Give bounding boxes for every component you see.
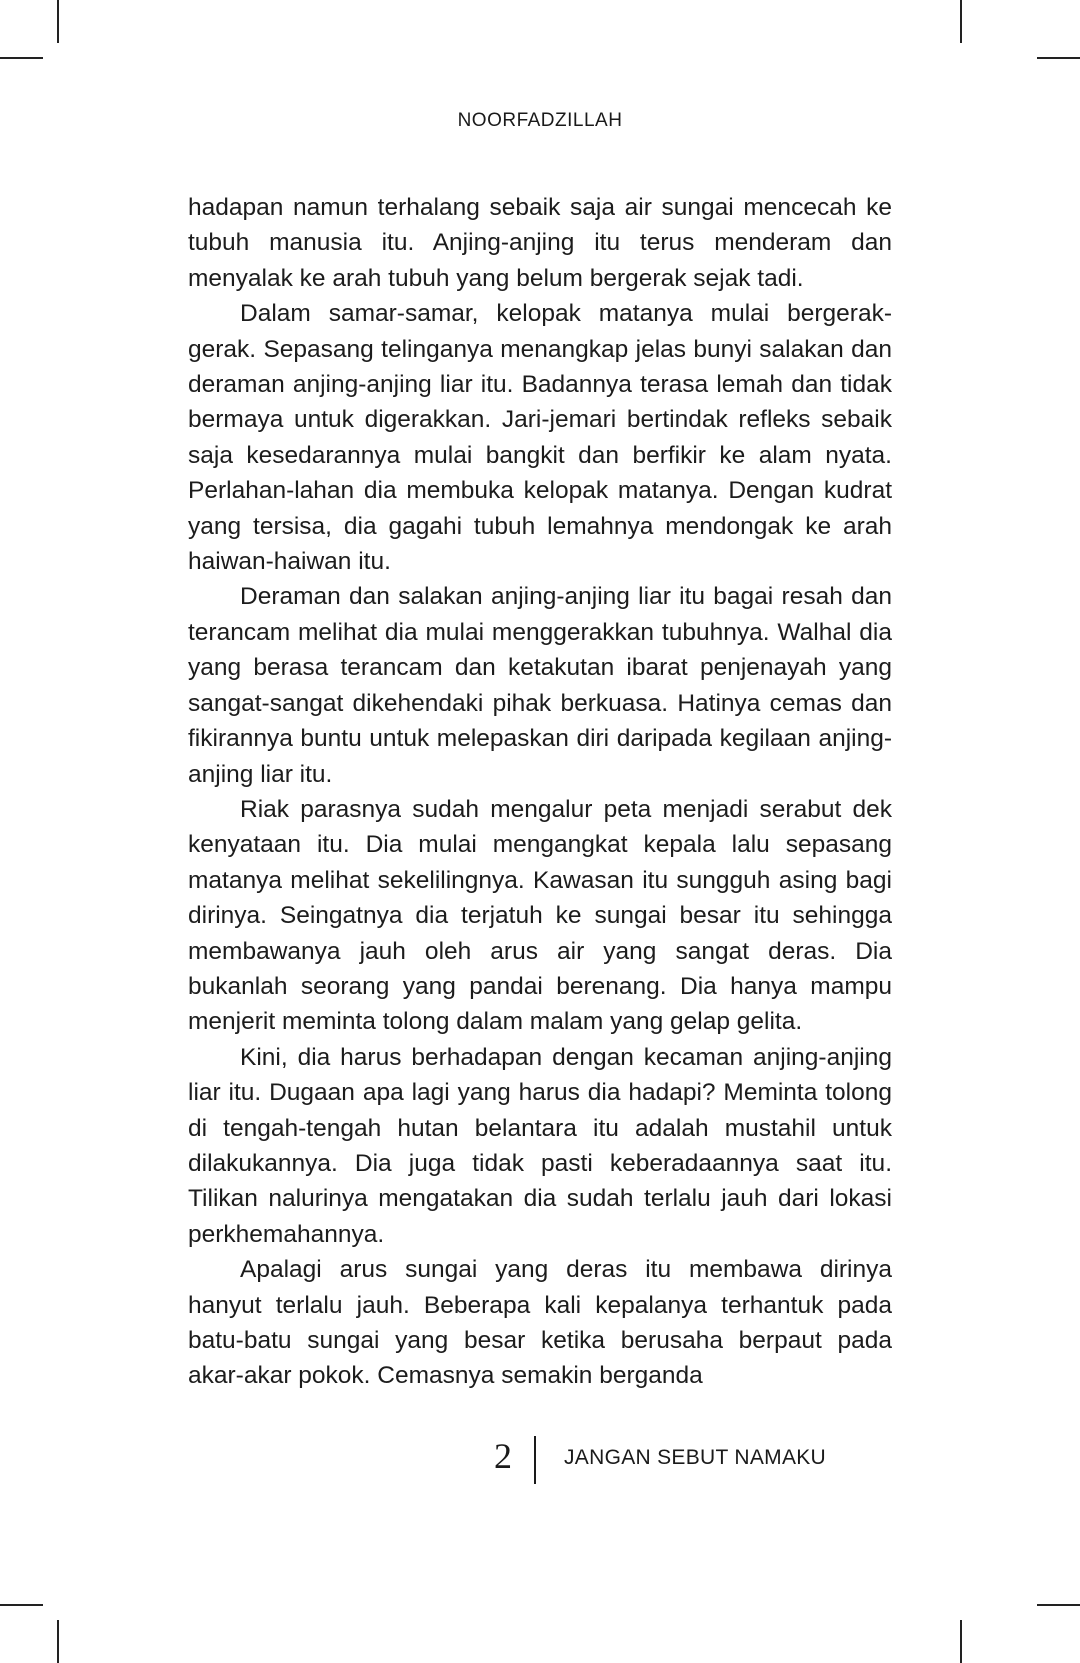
crop-mark-top-left-vertical [57, 0, 59, 43]
footer-divider [534, 1436, 536, 1484]
paragraph: Riak parasnya sudah mengalur peta menjadi serabut dek kenyataan itu. Dia mulai mengangkat kepala lalu sepasang matanya melihat sekelilingnya. Kawasan itu sungguh asing bagi dirinya. Seingatnya dia terjatuh ke sungai besar itu sehingga membawanya jauh oleh arus air yang sangat deras. Dia bukanlah seorang yang pandai berenang. Dia hanya mampu menjerit meminta tolong dalam malam yang gelap gelita. [188, 795, 892, 1036]
crop-mark-top-left-horizontal [0, 57, 43, 59]
crop-mark-bottom-right-vertical [960, 1620, 962, 1663]
crop-mark-top-right-horizontal [1037, 57, 1080, 59]
crop-mark-bottom-right-horizontal [1037, 1604, 1080, 1606]
paragraph: Deraman dan salakan anjing-anjing liar itu bagai resah dan terancam melihat dia mulai menggerakkan tubuhnya. Walhal dia yang berasa terancam dan ketakutan ibarat penjenayah yang sangat-sangat dikehendaki pihak berkuasa. Hatinya cemas dan fikirannya buntu untuk melepaskan diri daripada kegilaan anjing-anjing liar itu. [188, 583, 892, 788]
running-header-author: NOORFADZILLAH [457, 110, 623, 131]
paragraph: Kini, dia harus berhadapan dengan kecaman anjing-anjing liar itu. Dugaan apa lagi yang harus dia hadapi? Meminta tolong di tengah-tengah hutan belantara itu adalah mustahil untuk dilakukannya. Dia juga tidak pasti keberadaannya saat itu. Tilikan nalurinya mengatakan dia sudah terlalu jauh dari lokasi perkhemahannya. [188, 1043, 892, 1248]
page-footer [0, 1434, 1080, 1494]
page-number: 2 [494, 1436, 512, 1476]
crop-mark-top-right-vertical [960, 0, 962, 43]
paragraph: Apalagi arus sungai yang deras itu membawa dirinya hanyut terlalu jauh. Beberapa kali kepalanya terhantuk pada batu-batu sungai yang besar ketika berusaha berpaut pada akar-akar pokok. Cemasnya semakin berganda [188, 1256, 892, 1390]
body-text [188, 190, 892, 1394]
crop-mark-bottom-left-horizontal [0, 1604, 43, 1606]
crop-mark-bottom-left-vertical [57, 1620, 59, 1663]
paragraph: Dalam samar-samar, kelopak matanya mulai bergerak-gerak. Sepasang telinganya menangkap jelas bunyi salakan dan deraman anjing-anjing liar itu. Badannya terasa lemah dan tidak bermaya untuk digerakkan. Jari-jemari bertindak refleks sebaik saja kesedarannya mulai bangkit dan berfikir ke alam nyata. Perlahan-lahan dia membuka kelopak matanya. Dengan kudrat yang tersisa, dia gagahi tubuh lemahnya mendongak ke arah haiwan-haiwan itu. [188, 300, 892, 576]
running-footer-book-title: JANGAN SEBUT NAMAKU [564, 1446, 827, 1469]
paragraph: hadapan namun terhalang sebaik saja air sungai mencecah ke tubuh manusia itu. Anjing-anjing itu terus menderam dan menyalak ke arah tubuh yang belum bergerak sejak tadi. [188, 194, 892, 292]
